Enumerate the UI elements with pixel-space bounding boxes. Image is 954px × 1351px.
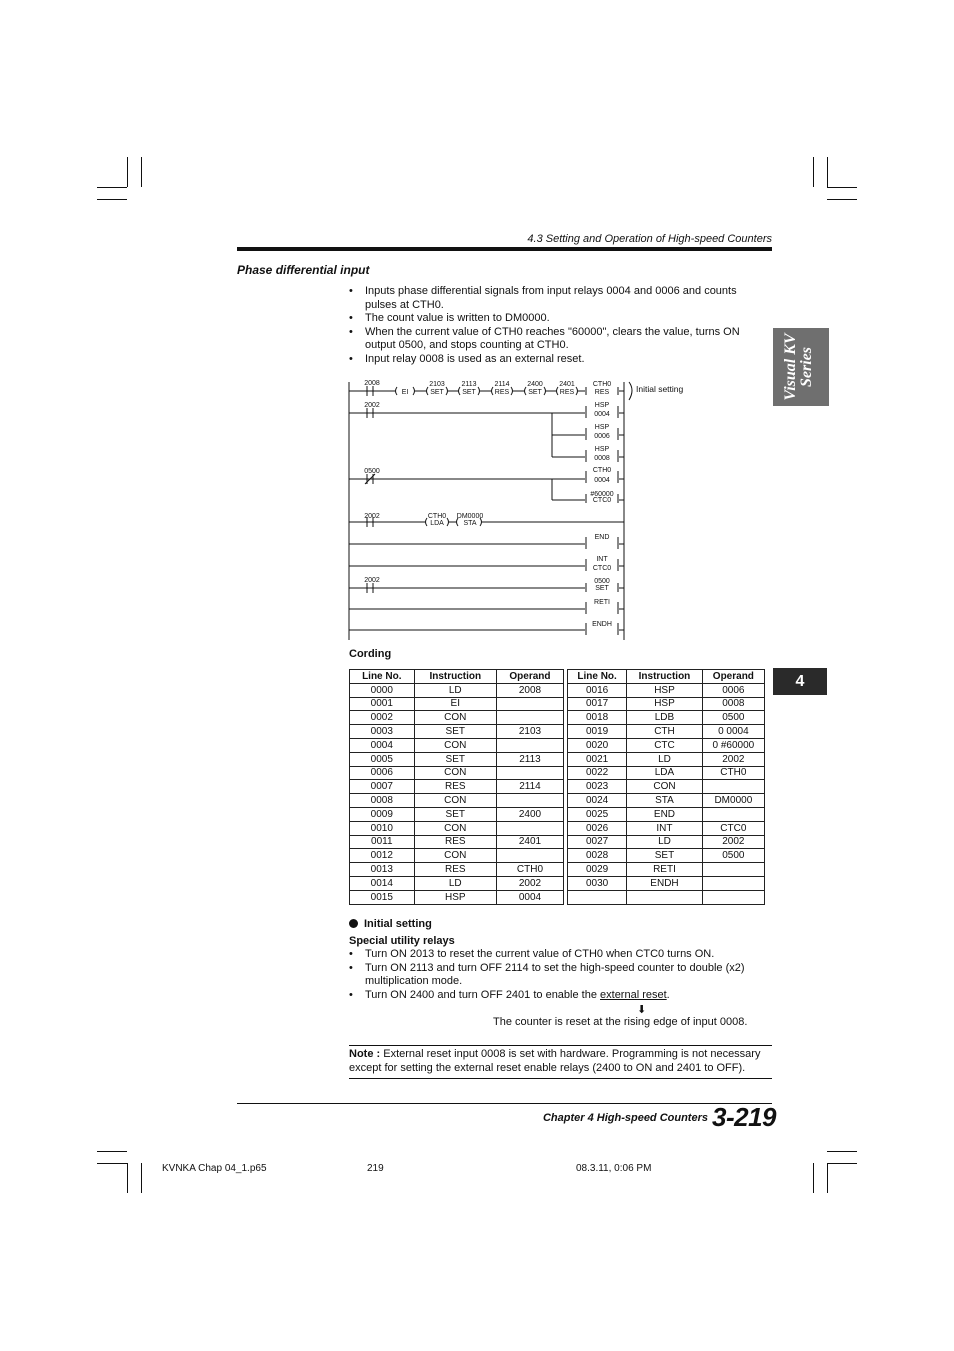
table-row: [350, 766, 564, 780]
table-body-left: [350, 683, 564, 904]
table-cell: RES: [414, 835, 496, 849]
crop-mark: [141, 157, 142, 187]
initial-setting-heading: [349, 918, 432, 930]
table-cell: 0015: [350, 890, 415, 904]
crop-mark: [813, 1163, 814, 1193]
intro-bullet-list: [349, 285, 769, 367]
table-cell: LD: [414, 876, 496, 890]
table-cell: [496, 711, 563, 725]
crop-mark: [827, 199, 857, 200]
table-cell: CON: [414, 821, 496, 835]
note-box: [349, 1045, 772, 1079]
list-item: [349, 989, 769, 1003]
crop-mark: [127, 157, 128, 187]
table-row: [350, 683, 564, 697]
table-row: [350, 794, 564, 808]
table-row: [350, 835, 564, 849]
table-cell: 0025: [568, 807, 627, 821]
table-header-row: [568, 670, 765, 684]
table-cell: 0013: [350, 863, 415, 877]
table-row: [350, 863, 564, 877]
note-label: Note :: [349, 1048, 381, 1060]
table-cell: [496, 849, 563, 863]
table-cell: 0014: [350, 876, 415, 890]
bullet-dot-icon: [349, 919, 358, 928]
chapter-tab: 4: [773, 668, 827, 695]
table-cell: CTH0: [496, 863, 563, 877]
header-title: 4.3 Setting and Operation of High-speed Counters: [527, 233, 772, 245]
ladder-instr: SET: [595, 585, 609, 592]
note-text: External reset input 0008 is set with hardware. Programming is not necessary except for setting the external reset enable relays (2400 to ON and 2401 to OFF).: [349, 1048, 761, 1074]
table-cell: 0024: [568, 794, 627, 808]
table-cell: CON: [627, 780, 703, 794]
ladder-instr: HSP: [594, 402, 610, 409]
ladder-operand: 2113: [461, 381, 477, 388]
table-cell: [496, 766, 563, 780]
table-row: [350, 876, 564, 890]
list-item: • Inputs phase differential signals from input relays 0004 and 0006 and counts pulses at CTH0.: [349, 285, 769, 312]
column-header: Operand: [496, 670, 563, 684]
table-body-right: [568, 683, 765, 904]
table-cell: LD: [627, 835, 703, 849]
table-cell: END: [627, 807, 703, 821]
table-cell: CTC: [627, 738, 703, 752]
table-row: [350, 725, 564, 739]
table-cell: 2002: [702, 835, 764, 849]
table-cell: [702, 863, 764, 877]
table-cell: 2103: [496, 725, 563, 739]
table-cell: ENDH: [627, 876, 703, 890]
slug-page: 219: [367, 1163, 384, 1174]
table-cell: 0020: [568, 738, 627, 752]
table-cell: 0009: [350, 807, 415, 821]
table-cell: 0005: [350, 752, 415, 766]
list-item: • Turn ON 2013 to reset the current value of CTH0 when CTC0 turns ON.: [349, 948, 769, 962]
table-row: [350, 807, 564, 821]
ladder-operand: 0500: [594, 578, 610, 585]
table-cell: 2114: [496, 780, 563, 794]
table-cell: HSP: [627, 697, 703, 711]
rung4-contact-label: 2002: [364, 513, 380, 520]
table-cell: SET: [414, 807, 496, 821]
page-number: 3-219: [712, 1102, 776, 1132]
table-row: [568, 725, 765, 739]
table-cell: [702, 780, 764, 794]
table-row: [568, 876, 765, 890]
ladder-instr: INT: [596, 556, 608, 563]
crop-mark: [813, 157, 814, 187]
ladder-instr: SET: [528, 389, 542, 396]
table-row: [568, 835, 765, 849]
ladder-operand: CTH0: [592, 381, 612, 388]
table-cell: 0022: [568, 766, 627, 780]
table-cell: 0030: [568, 876, 627, 890]
table-cell: STA: [627, 794, 703, 808]
table-row: [568, 807, 765, 821]
table-cell: LDA: [627, 766, 703, 780]
table-cell: [496, 794, 563, 808]
initial-setting-label: Initial setting: [636, 384, 684, 394]
crop-mark: [827, 1163, 857, 1164]
table-cell: 0029: [568, 863, 627, 877]
table-cell: 0011: [350, 835, 415, 849]
table-cell: EI: [414, 697, 496, 711]
table-cell: 2401: [496, 835, 563, 849]
table-cell: [702, 807, 764, 821]
table-cell: 0500: [702, 849, 764, 863]
table-cell: HSP: [627, 683, 703, 697]
footer-chapter: Chapter 4 High-speed Counters: [542, 1112, 708, 1124]
list-item-text: .: [666, 988, 670, 1001]
table-row: [568, 766, 765, 780]
table-cell: [702, 890, 764, 904]
table-row: [350, 821, 564, 835]
ladder-instr: EI: [401, 389, 409, 396]
cording-table-left: [349, 669, 564, 905]
table-cell: 0008: [702, 697, 764, 711]
crop-mark: [97, 1151, 127, 1152]
rung1-contact-label: 2008: [364, 380, 380, 387]
crop-mark: [97, 187, 127, 188]
ladder-instr: CTH0: [592, 467, 612, 474]
ladder-operand: 0006: [594, 433, 610, 440]
external-reset-term: external reset: [600, 988, 667, 1001]
crop-mark: [827, 187, 857, 188]
crop-mark: [827, 1151, 857, 1152]
table-cell: CON: [414, 738, 496, 752]
table-row: [568, 738, 765, 752]
column-header: Line No.: [568, 670, 627, 684]
ladder-operand: CTH0: [427, 513, 447, 520]
rung7-contact-label: 2002: [364, 577, 380, 584]
crop-mark: [827, 157, 828, 187]
ladder-instr: CTC0: [592, 497, 612, 504]
table-row: [568, 863, 765, 877]
column-header: Line No.: [350, 670, 415, 684]
table-cell: 0018: [568, 711, 627, 725]
table-cell: LDB: [627, 711, 703, 725]
ladder-instr: ENDH: [592, 621, 612, 628]
column-header: Operand: [702, 670, 764, 684]
series-side-tab: [773, 328, 829, 406]
table-cell: 0027: [568, 835, 627, 849]
table-cell: 0006: [702, 683, 764, 697]
table-row: [350, 697, 564, 711]
section-title: Phase differential input: [237, 263, 370, 277]
ladder-preset: #60000: [590, 491, 614, 498]
table-row: [350, 780, 564, 794]
series-side-tab-label: [773, 328, 829, 406]
table-cell: 2002: [702, 752, 764, 766]
table-cell: 2008: [496, 683, 563, 697]
ladder-instr: STA: [463, 520, 477, 527]
table-header-row: [350, 670, 564, 684]
table-cell: LD: [414, 683, 496, 697]
table-cell: RES: [414, 863, 496, 877]
reset-note: The counter is reset at the rising edge of input 0008.: [493, 1016, 748, 1028]
table-cell: CON: [414, 849, 496, 863]
table-cell: 0010: [350, 821, 415, 835]
rung2-contact-label: 2002: [364, 402, 380, 409]
table-row: [568, 794, 765, 808]
table-row: [568, 849, 765, 863]
table-row: [568, 780, 765, 794]
table-row: [350, 752, 564, 766]
list-item: • The count value is written to DM0000.: [349, 312, 769, 326]
table-cell: [702, 876, 764, 890]
table-cell: [627, 890, 703, 904]
column-header: Instruction: [414, 670, 496, 684]
slug-file-name: KVNKA Chap 04_1.p65: [162, 1163, 267, 1174]
initial-setting-brace: [629, 382, 632, 400]
cording-table-right: [567, 669, 765, 905]
ladder-operand: 0004: [594, 477, 610, 484]
table-cell: 2400: [496, 807, 563, 821]
table-cell: 0008: [350, 794, 415, 808]
table-cell: HSP: [414, 890, 496, 904]
crop-mark: [97, 1163, 127, 1164]
table-cell: CTC0: [702, 821, 764, 835]
table-cell: [496, 738, 563, 752]
ladder-instr: SET: [430, 389, 444, 396]
ladder-operand: 2103: [429, 381, 445, 388]
table-row: [568, 752, 765, 766]
table-cell: 0026: [568, 821, 627, 835]
table-cell: 0004: [350, 738, 415, 752]
ladder-operand: 2400: [527, 381, 543, 388]
column-header: Instruction: [627, 670, 703, 684]
table-cell: SET: [414, 725, 496, 739]
table-cell: 0023: [568, 780, 627, 794]
table-cell: CON: [414, 711, 496, 725]
series-tab-line2: Series: [798, 347, 815, 387]
ladder-instr: RES: [594, 389, 610, 396]
table-cell: RES: [414, 780, 496, 794]
table-cell: CTH0: [702, 766, 764, 780]
footer-rule: [237, 1103, 772, 1104]
list-item: • Input relay 0008 is used as an external reset.: [349, 353, 769, 367]
table-cell: 0000: [350, 683, 415, 697]
table-cell: RETI: [627, 863, 703, 877]
ladder-operand: DM0000: [456, 513, 484, 520]
ladder-instr: RES: [494, 389, 510, 396]
ladder-instr: HSP: [594, 446, 610, 453]
slug-date: 08.3.11, 0:06 PM: [576, 1163, 652, 1174]
ladder-operand: 0004: [594, 411, 610, 418]
table-cell: 0001: [350, 697, 415, 711]
table-cell: LD: [627, 752, 703, 766]
table-cell: CTH: [627, 725, 703, 739]
ladder-operand: 0008: [594, 455, 610, 462]
ladder-svg: [345, 376, 695, 644]
cording-title: Cording: [349, 648, 392, 660]
table-cell: 0 0004: [702, 725, 764, 739]
table-row: [350, 738, 564, 752]
table-cell: CON: [414, 794, 496, 808]
ladder-diagram: [345, 376, 695, 644]
table-cell: DM0000: [702, 794, 764, 808]
table-cell: 0002: [350, 711, 415, 725]
table-cell: CON: [414, 766, 496, 780]
table-cell: 0016: [568, 683, 627, 697]
table-cell: [568, 890, 627, 904]
ladder-instr: HSP: [594, 424, 610, 431]
ladder-operand: 2401: [559, 381, 575, 388]
table-row: [568, 683, 765, 697]
table-cell: 2002: [496, 876, 563, 890]
crop-mark: [127, 1163, 128, 1193]
list-item-text: Turn ON 2400 and turn OFF 2401 to enable the: [365, 988, 601, 1001]
table-cell: 0003: [350, 725, 415, 739]
table-cell: 0006: [350, 766, 415, 780]
list-item: • Turn ON 2113 and turn OFF 2114 to set the high-speed counter to double (x2) multiplication mode.: [349, 962, 769, 989]
table-row: [350, 711, 564, 725]
table-cell: INT: [627, 821, 703, 835]
down-arrow-icon: ⬇: [637, 1004, 647, 1016]
table-cell: [496, 821, 563, 835]
table-row: [568, 890, 765, 904]
table-row: [568, 697, 765, 711]
table-cell: 0021: [568, 752, 627, 766]
table-row: [350, 849, 564, 863]
table-cell: 2113: [496, 752, 563, 766]
table-cell: 0 #60000: [702, 738, 764, 752]
table-cell: SET: [627, 849, 703, 863]
table-cell: SET: [414, 752, 496, 766]
series-tab-line1: Visual KV: [782, 333, 799, 401]
ladder-instr: RES: [559, 389, 575, 396]
ladder-operand: 2114: [494, 381, 510, 388]
table-cell: [496, 697, 563, 711]
table-cell: 0500: [702, 711, 764, 725]
table-cell: 0004: [496, 890, 563, 904]
list-item: • When the current value of CTH0 reaches "60000", clears the value, turns ON output 0500, and stops counting at CTH0.: [349, 326, 769, 353]
table-cell: 0017: [568, 697, 627, 711]
table-row: [350, 890, 564, 904]
crop-mark: [141, 1163, 142, 1193]
ladder-instr: LDA: [430, 520, 444, 527]
table-cell: 0012: [350, 849, 415, 863]
header-rule: [237, 247, 772, 251]
ladder-instr: SET: [462, 389, 476, 396]
table-row: [568, 821, 765, 835]
ladder-operand: CTC0: [592, 565, 612, 572]
ladder-instr: RETI: [594, 599, 610, 606]
table-row: [568, 711, 765, 725]
table-cell: 0028: [568, 849, 627, 863]
rung3-contact-label: 0500: [364, 468, 380, 475]
ladder-instr: END: [594, 534, 610, 541]
crop-mark: [97, 199, 127, 200]
table-cell: 0019: [568, 725, 627, 739]
initial-setting-heading-text: Initial setting: [364, 918, 432, 930]
initial-setting-bullets: [349, 948, 769, 1002]
table-cell: 0007: [350, 780, 415, 794]
crop-mark: [827, 1163, 828, 1193]
special-relays-heading: Special utility relays: [349, 935, 455, 947]
